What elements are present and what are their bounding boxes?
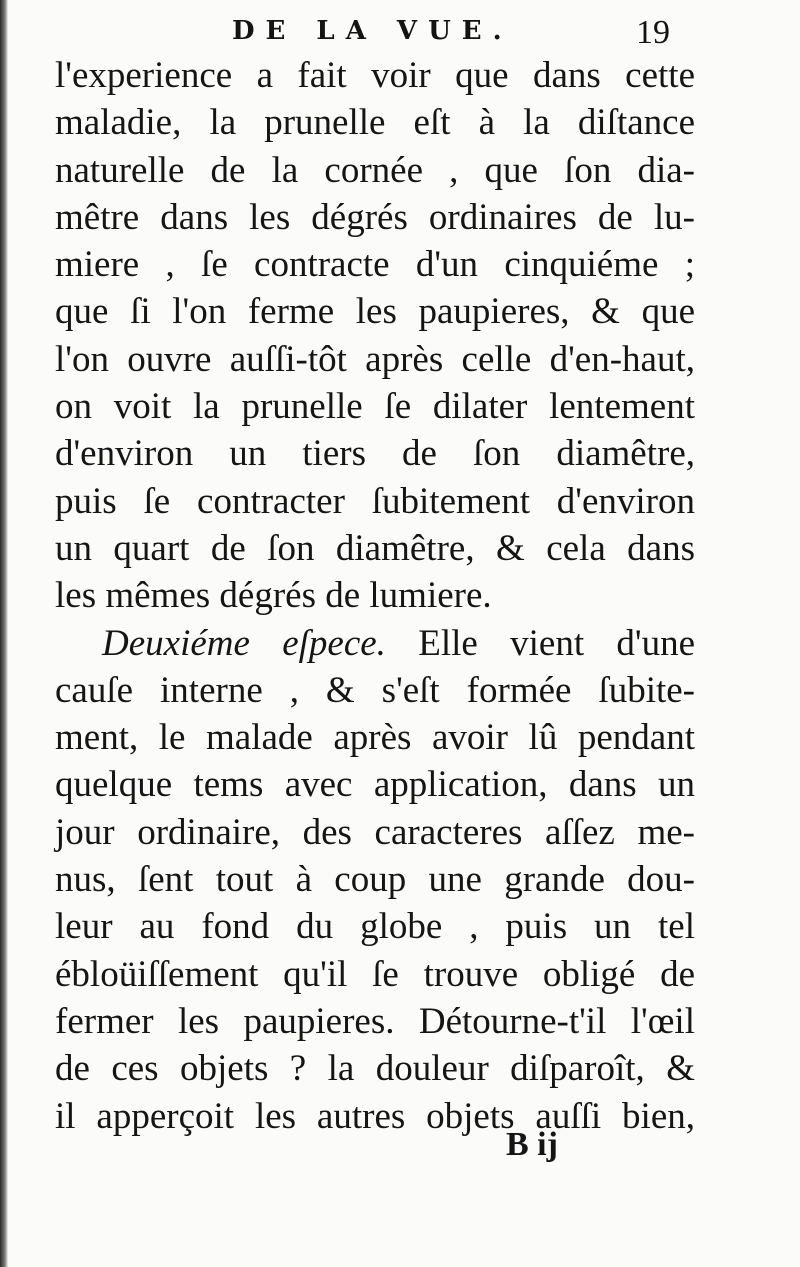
- running-title: DE LA VUE.: [232, 16, 513, 46]
- section-heading: Deuxiéme eſpece.: [102, 622, 386, 664]
- text-line: de ces objets ? la douleur diſparoît, &: [55, 1048, 695, 1090]
- text-line: que ſi l'on ferme les paupieres, & que: [55, 291, 695, 333]
- text-line: leur au fond du globe , puis un tel: [55, 906, 695, 948]
- text-line: naturelle de la cornée , que ſon dia-: [55, 149, 695, 191]
- text-line: les mêmes dégrés de lumiere.: [55, 575, 492, 617]
- text-line: puis ſe contracter ſubitement d'environ: [55, 480, 695, 522]
- text-line: un quart de ſon diamêtre, & cela dans: [55, 527, 695, 569]
- text-line: ébloüiſſement qu'il ſe trouve obligé de: [55, 953, 695, 995]
- text-line: cauſe interne , & s'eſt formée ſubite-: [55, 669, 695, 711]
- text-line: il apperçoit les autres objets auſſi bien,: [55, 1095, 695, 1137]
- text-line: l'on ouvre auſſi-tôt après celle d'en-haut,: [55, 338, 695, 380]
- text-line: l'experience a fait voir que dans cette: [55, 55, 695, 96]
- text-line: quelque tems avec application, dans un: [55, 764, 695, 806]
- text-line: jour ordinaire, des caracteres aſſez me-: [55, 811, 695, 853]
- signature-mark: B ij: [506, 1126, 558, 1163]
- text-line: d'environ un tiers de ſon diamêtre,: [55, 433, 695, 475]
- body-text: [55, 52, 695, 1140]
- text-line: miere , ſe contracte d'un cinquiéme ;: [55, 244, 695, 286]
- text-line: mêtre dans les dégrés ordinaires de lu-: [55, 196, 695, 238]
- text-line: fermer les paupieres. Détourne-t'il l'œil: [55, 1000, 695, 1042]
- scan-edge: [0, 0, 8, 1267]
- text-line: on voit la prunelle ſe dilater lentement: [55, 386, 695, 428]
- paragraph-start: [55, 620, 695, 667]
- text-line: nus, ſent tout à coup une grande dou-: [55, 859, 695, 901]
- running-head: [0, 14, 800, 54]
- text-line: maladie, la prunelle eſt à la diſtance: [55, 102, 695, 144]
- text-line: ment, le malade après avoir lû pendant: [55, 717, 695, 759]
- page-number: 19: [636, 14, 670, 51]
- text-fragment: Elle vient d'une: [385, 622, 695, 664]
